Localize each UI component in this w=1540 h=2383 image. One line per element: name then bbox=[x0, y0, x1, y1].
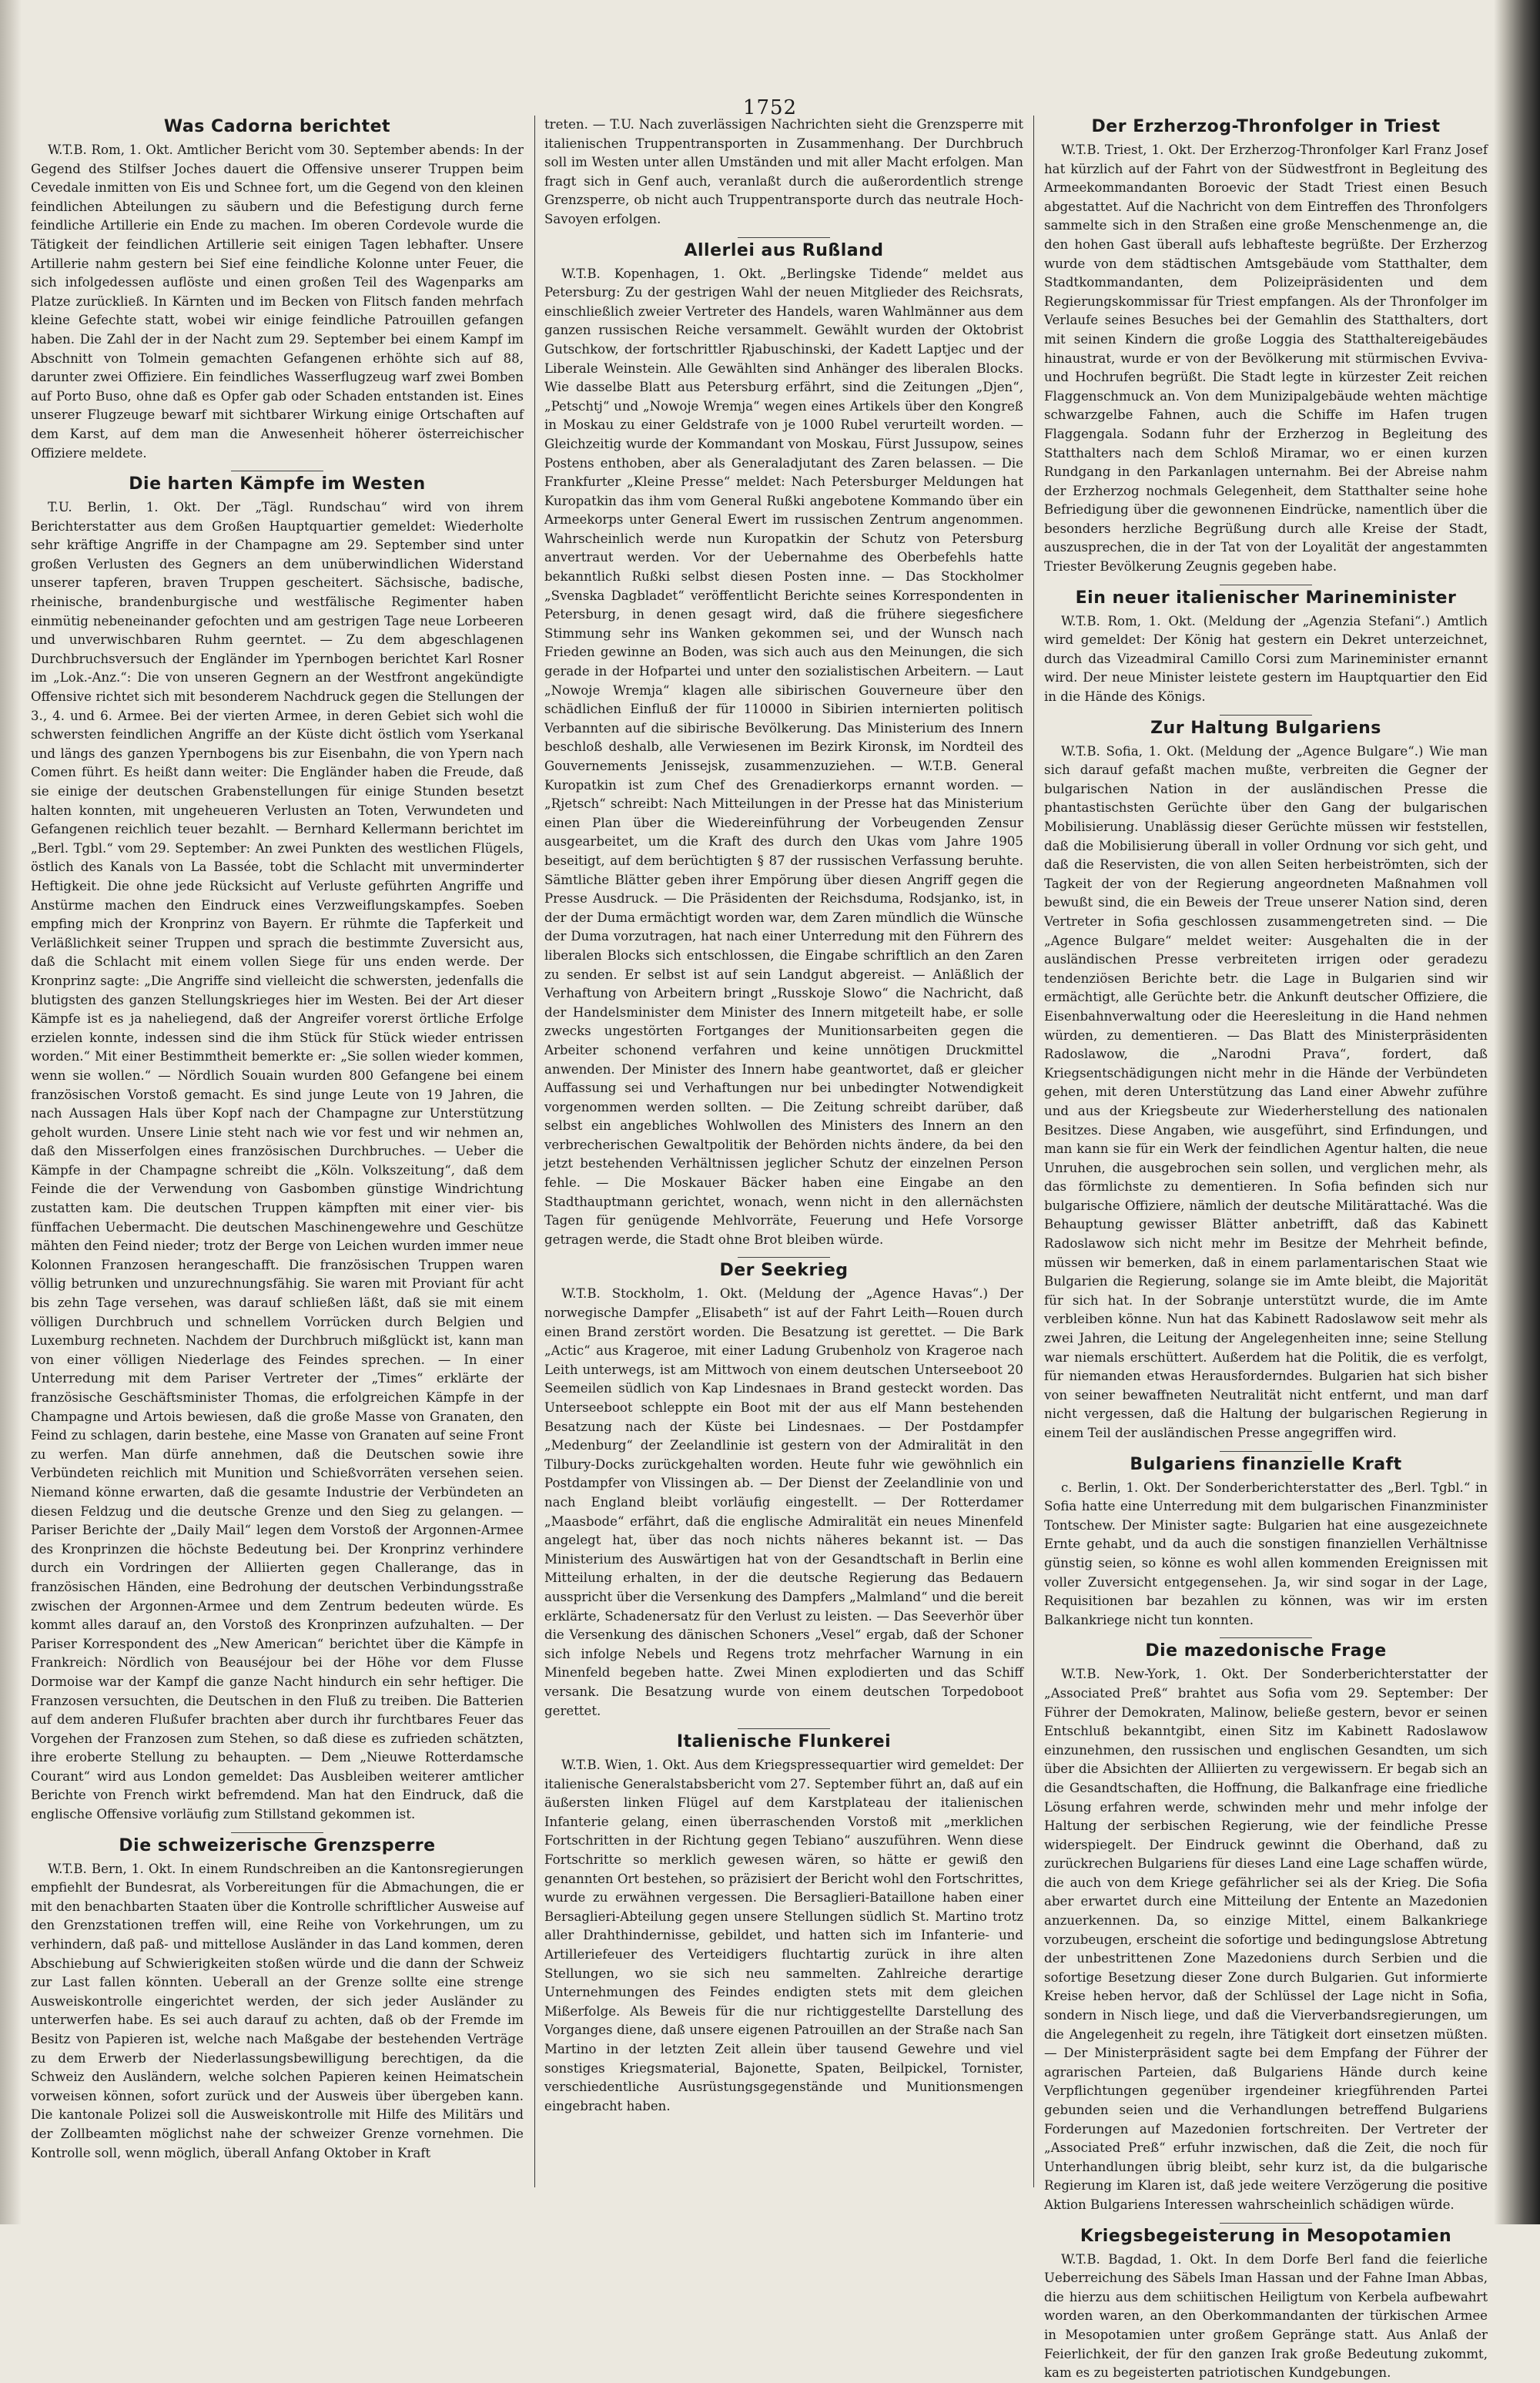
article-headline: Kriegsbegeisterung in Mesopotamien bbox=[1080, 2226, 1452, 2246]
article-headline: Zur Haltung Bulgariens bbox=[1150, 718, 1381, 738]
article-cadorna bbox=[31, 117, 524, 463]
article-flunkerei bbox=[544, 1732, 1023, 2116]
scan-right-edge bbox=[1494, 0, 1540, 2224]
article-headline: Der Seekrieg bbox=[719, 1261, 849, 1281]
article-kaempfe-westen bbox=[31, 474, 524, 1825]
article-headline: Allerlei aus Rußland bbox=[684, 240, 884, 260]
article-body: W.T.B. Kopenhagen, 1. Okt. „Berlingske Tidende“ meldet aus Petersburg: Zu der gestrigen Wahl der neuen Mitglieder des Reichsrats, einschließlich zweier Vertreter des Handels, waren Wahlmänner aus dem ganzen russischen Reiche versammelt. Gewählt wurden der Oktobrist Gutschkow, der fortschrittler Rjabuschinski, der Kadett Laptjec und der Liberale Weinstein. Alle Gewählten sind Anhänger des liberalen Blocks. Wie dasselbe Blatt aus Petersburg erfährt, sind die Zeitungen „Djen“, „Petschtj“ und „Nowoje Wremja“ wegen eines Artikels über den Kongreß in Moskau zu einer Geldstrafe von je 1000 Rubel verurteilt worden. — Gleichzeitig wurde der Kommandant von Moskau, Fürst Jussupow, seines Postens enthoben, aber als Generaladjutant des Zaren belassen. — Die Frankfurter „Kleine Presse“ meldet: Nach Petersburger Meldungen hat Kuropatkin das ihm vom General Rußki angebotene Kommando über ein Armeekorps unter General Ewert im russischen Zentrum angenommen. Wahrscheinlich werde nun Kuropatkin der Schutz von Petersburg anvertraut werden. Vor der Uebernahme des Oberbefehls hatte bekanntlich Rußki selbst diesen Posten inne. — Das Stockholmer „Svenska Dagbladet“ veröffentlicht Berichte seines Korrespondenten in Petersburg, in denen gesagt wird, daß die frühere siegesfichere Stimmung sehr ins Wanken gekommen sei, und der Wunsch nach Frieden gewinne an Boden, was sich auch aus den Meinungen, die sich gerade in der Hofpartei und unter den sozialistischen Arbeitern. — Laut „Nowoje Wremja“ klagen alle sibirischen Gouverneure über den schädlichen Einfluß der für 110000 in Sibirien internierten politisch Verbannten auf die sibirische Bevölkerung. Das Ministerium des Innern beschloß deshalb, alle Verwiesenen im Bezirk Kironsk, im Nordteil des Gouvernements Jenissejsk, zusammenzuziehen. — W.T.B. General Kuropatkin ist zum Chef des Grenadierkorps ernannt worden. — „Rjetsch“ schreibt: Nach Mitteilungen in der Presse hat das Ministerium einen Plan über die Wiedereinführung der Vorbeugenden Zensur ausgearbeitet, um die Kraft des durch den Ukas vom Jahre 1905 beseitigt, auf dem berüchtigten § 87 der russischen Verfassung beruhte. Sämtliche Blätter geben ihrer Empörung über diesen Angriff gegen die Presse Ausdruck. — Die Präsidenten der Reichsduma, Rodsjanko, ist, in der der Duma ermächtigt worden war, dem Zaren mündlich die Wünsche der Duma vorzutragen, hat nach einer Unterredung mit den Führern des liberalen Blocks sich entschlossen, die Eingabe schriftlich an den Zaren zu senden. Er selbst ist auf sein Landgut abgereist. — Anläßlich der Verhaftung von Arbeitern bringt „Russkoje Slowo“ die Nachricht, daß der Handelsminister dem Minister des Innern mitgeteilt habe, er solle zwecks ungestörten Fortganges der Munitionsarbeiten gegen die Arbeiter schonend verfahren und keine unnötigen Druckmittel anwenden. Der Minister des Innern habe geantwortet, daß er gleicher Auffassung sei und Verhaftungen nur bei unbedingter Notwendigkeit vorgenommen werden sollten. — Die Zeitung schreibt darüber, daß selbst ein angebliches Wohlwollen des Ministers des Innern an den verbrecherischen Gewaltpolitik der Behörden nichts ändere, da bei den jetzt bestehenden Verhältnissen jeglicher Schutz der einzelnen Person fehle. — Die Moskauer Bäcker haben eine Eingabe an den Stadthauptmann gerichtet, wonach, wenn nicht in den allernächsten Tagen für genügende Mehlvorräte, Feuerung und Hefe Vorsorge getragen werde, die Stadt ohne Brot bleiben würde. bbox=[544, 266, 1023, 1247]
article-separator bbox=[738, 1257, 830, 1258]
article-haltung-bulgariens bbox=[1044, 719, 1488, 1443]
article-body: W.T.B. Triest, 1. Okt. Der Erzherzog-Thronfolger Karl Franz Josef hat kürzlich auf der Fahrt von der Südwestfront in Begleitung des Armeekommandanten Boroevic der Stadt Triest einen Besuch abgestattet. Auf die Nachricht von dem Eintreffen des Thronfolgers sammelte sich in den Straßen eine große Menschenmenge an, die den hohen Gast überall aufs lebhafteste begrüßte. Der Erzherzog wurde von dem städtischen Amtsgebäude vom Statthalter, dem Stadtkommandanten, dem Polizeipräsidenten und dem Regierungskommissar für Triest empfangen. Als der Thronfolger im Verlaufe seines Besuches bei der Gemahlin des Statthalters, dort mit seinen Kindern die große Loggia des Statthaltereigebäudes hinaustrat, wurde er von der Bevölkerung mit stürmischen Evviva- und Hochrufen begrüßt. Die Stadt legte in kürzester Zeit reichen Flaggenschmuck an. Von dem Munizipalgebäude wehten mächtige schwarzgelbe Fahnen, auch die Schiffe im Hafen trugen Flaggengala. Sodann fuhr der Erzherzog in Begleitung des Statthalters nach dem Schloß Miramar, wo er einen kurzen Rundgang in den Parkanlagen unternahm. Bei der Abreise nahm der Erzherzog nochmals Gelegenheit, dem Statthalter seine hohe Befriedigung über die gewonnenen Eindrücke, namentlich über die besonders herzliche Begrüßung durch alle Kreise der Stadt, auszusprechen, die in der Tat von der Loyalität der angestammten Triester Bevölkerung Zeugnis gegeben habe. bbox=[1044, 142, 1488, 575]
article-body: W.T.B. Rom, 1. Okt. Amtlicher Bericht vom 30. September abends: In der Gegend des Stilfser Joches dauert die Offensive unserer Truppen beim Cevedale inmitten von Eis und Schnee fort, um die Gegend von den kleinen feindlichen Abteilungen zu säubern und die Befestigung durch ferne feindliche Artillerie ein Ende zu machen. Im oberen Cordevole wurde die Tätigkeit der feindlichen Artillerie seit einigen Tagen lebhafter. Unsere Artillerie nahm gestern bei Sief eine feindliche Kolonne unter Feuer, die sich infolgedessen auflöste und einen großen Teil des Wagenparks am Platze zurückließ. In Kärnten und im Becken von Flitsch fanden mehrfach kleine Gefechte statt, wobei wir einige feindliche Patrouillen gefangen haben. Die Zahl der in der Nacht zum 29. September bei einem Kampf im Abschnitt von Tolmein gemachten Gefangenen erhöhte sich auf 88, darunter zwei Offiziere. Ein feindliches Wasserflugzeug warf zwei Bomben auf Porto Buso, ohne daß es Opfer gab oder Schaden entstanden ist. Eines unserer Flugzeuge bewarf mit sichtbarer Wirkung einige Ortschaften auf dem Karst, auf dem man die Anwesenheit höherer österreichischer Offiziere meldete. bbox=[31, 142, 524, 461]
newspaper-page bbox=[31, 73, 1488, 2381]
article-headline: Ein neuer italienischer Marineminister bbox=[1075, 588, 1457, 608]
article-seekrieg bbox=[544, 1261, 1023, 1721]
scan-left-edge bbox=[0, 0, 22, 2224]
article-thronfolger-triest bbox=[1044, 117, 1488, 577]
article-headline: Was Cadorna berichtet bbox=[163, 117, 391, 136]
article-grenzsperre bbox=[31, 1836, 524, 2163]
article-finanzielle-kraft bbox=[1044, 1455, 1488, 1631]
article-body: W.T.B. Rom, 1. Okt. (Meldung der „Agenzia Stefani“.) Amtlich wird gemeldet: Der König hat gestern ein Dekret unterzeichnet, durch das Vizeadmiral Camillo Corsi zum Marineminister ernannt wird. Der neue Minister leistete gestern im Hauptquartier den Eid in die Hände des Königs. bbox=[1044, 613, 1488, 705]
article-body: W.T.B. Wien, 1. Okt. Aus dem Kriegspressequartier wird gemeldet: Der italienische Generalstabsbericht vom 27. September führt an, daß auf ein äußersten linken Flügel auf dem Karstplateau der italienischen Infanterie gelang, einen überraschenden Vorstoß mit „merklichen Fortschritten in der Richtung gegen Tebiano“ auszuführen. Wenn diese Fortschritte so merklich gewesen wären, so hätte er gewiß den genannten Ort bestehen, so präzisiert der Bericht wohl den Fortschrittes, wurde zu erwähnen vergessen. Die Bersaglieri-Bataillone haben einer Bersaglieri-Abteilung gegen unsere Stellungen südlich St. Martino trotz aller Drahthindernisse, gebildet, und hatten sich im Infanterie- und Artilleriefeuer des Verteidigers fluchtartig zurück in ihre alten Stellungen, wo sie sich neu sammelten. Zahlreiche derartige Unternehmungen des Feindes endigten stets mit dem gleichen Mißerfolge. Als Beweis für die nur richtiggestellte Darstellung des Vorganges diene, daß unsere eigenen Patrouillen an der Straße nach San Martino in der letzten Zeit allein über tausend Gewehre und viel sonstiges Kriegsmaterial, Bajonette, Spaten, Beilpickel, Tornister, verschiedentliche Ausrüstungsgegenstände und Munitionsmengen eingebracht haben. bbox=[544, 1758, 1023, 2113]
article-body: T.U. Berlin, 1. Okt. Der „Tägl. Rundschau“ wird von ihrem Berichterstatter aus dem Großen Hauptquartier gemeldet: Wiederholte sehr kräftige Angriffe in der Champagne am 29. September sind unter großen Verlusten des Gegners an dem unüberwindlichen Widerstand unserer tapferen, braven Truppen gescheitert. Sächsische, badische, rheinische, brandenburgische und westfälische Regimenter haben einmütig nebeneinander gefochten und am gestrigen Tage neue Lorbeeren und unverwischbaren Ruhm geerntet. — Zu dem abgeschlagenen Durchbruchsversuch der Engländer im Ypernbogen berichtet Karl Rosner im „Lok.-Anz.“: Die von unseren Gegnern an der Westfront angekündigte Offensive richtet sich mit besonderem Nachdruck gegen die Stellungen der 3., 4. und 6. Armee. Bei der vierten Armee, in deren Gebiet sich wohl die schwersten feindlichen Angriffe an der Küste dicht östlich vom Yserkanal und längs des ganzen Ypernbogens bis zur Eisenbahn, die von Ypern nach Comen führt. Es heißt dann weiter: Die Engländer haben die Freude, daß sie einige der deutschen Grabenstellungen für einige Stunden besetzt halten konnten, mit ungeheueren Verlusten an Toten, Verwundeten und Gefangenen reichlich teuer bezahlt. — Bernhard Kellermann berichtet im „Berl. Tgbl.“ vom 29. September: An zwei Punkten des westlichen Flügels, östlich des Kanals von La Bassée, tobt die Schlacht mit unverminderter Heftigkeit. Die ohne jede Rücksicht auf Verluste geführten Angriffe und Anstürme machen den Eindruck eines Verzweiflungskampfes. Soeben empfing mich der Kronprinz von Bayern. Er rühmte die Tapferkeit und Verläßlichkeit seiner Truppen und sprach die bestimmte Zuversicht aus, daß die Schlacht mit einem vollen Siege für uns enden werde. Der Kronprinz sagte: „Die Angriffe sind vielleicht die schwersten, jedenfalls die blutigsten des ganzen Stellungskrieges hier im Westen. Bei der Art dieser Kämpfe ist es ja naheliegend, daß der Angreifer vorerst örtliche Erfolge erzielen konnte, indessen sind die ihm Stück für Stück wieder entrissen worden.“ Mit einer Bestimmtheit bemerkte er: „Sie sollen wieder kommen, wenn sie wollen.“ — Nördlich Souain wurden 800 Gefangene bei einem französischen Vorstoß gemacht. Es sind junge Leute von 19 Jahren, die nach Aussagen Hals über Kopf nach der Champagne zur Unterstützung geholt wurden. Unsere Linie steht nach wie vor fest und wir nehmen an, daß den Misserfolgen eines französischen Durchbruches. — Ueber die Kämpfe in der Champagne schreibt die „Köln. Volkszeitung“, daß dem Feinde die der Verwendung von Gasbomben günstige Windrichtung zustatten kam. Die deutschen Truppen kämpften mit einer vier- bis fünffachen Uebermacht. Die deutschen Maschinengewehre und Geschütze mähten den Feind nieder; trotz der Berge von Leichen wurden immer neue Kolonnen Franzosen herangeschafft. Die französischen Truppen waren völlig betrunken und unzurechnungsfähig. Sie waren mit Proviant für acht bis zehn Tage versehen, was darauf schließen läßt, daß sie mit einem völligen Durchbruch und schnellem Vorrücken durch Belgien und Luxemburg rechneten. Nachdem der Durchbruch mißglückt ist, kann man von einer völligen Niederlage des Feindes sprechen. — In einer Unterredung mit dem Pariser Vertreter der „Times“ erklärte der französische Geschäftsminister Thomas, die erfolgreichen Kämpfe in der Champagne und Artois bewiesen, daß die große Masse von Granaten, den Feind zu schlagen, darin bestehe, eine Masse von Granaten auf seine Front zu werfen. Man dürfe annehmen, daß die Deutschen sowie ihre Verbündeten reichlich mit Munition und Schießvorräten versehen seien. Niemand könne erwarten, daß die gesamte Industrie der Verbündeten an diesen Feldzug und die deutsche Grenze und den Sieg zu gelangen. — Pariser Berichte der „Daily Mail“ legen dem Vorstoß der Argonnen-Armee des Kronprinzen die höchste Bedeutung bei. Der Kronprinz verhindere durch ein Vordringen der Alliierten gegen Challerange, das in französischen Händen, eine Bedrohung der deutschen Verbindungsstraße zwischen der Argonnen-Armee und dem Zentrum bedeuten würde. Es kommt alles darauf an, den Vorstoß des Kronprinzen aufzuhalten. — Der Pariser Korrespondent des „New American“ berichtet über die Kämpfe in Frankreich: Nördlich von Beauséjour bei der Höhe vor dem Flusse Dormoise war der Kampf die ganze Nacht hindurch ein sehr heftiger. Die Franzosen versuchten, die Deutschen in den Fluß zu treiben. Die Batterien auf dem anderen Flußufer brachten aber durch ihr furchtbares Feuer das Vorgehen der Franzosen zum Stehen, so daß diese es zufrieden schätzten, ihre eroberte Stellung zu behaupten. — Dem „Nieuwe Rotterdamsche Courant“ wird aus London gemeldet: Das Ausbleiben weiterer amtlicher Berichte von French wirkt befremdend. Man hat den Eindruck, daß die englische Offensive vorläufig zum Stillstand gekommen ist. bbox=[31, 500, 524, 1822]
article-russland bbox=[544, 241, 1023, 1250]
article-mesopotamien bbox=[1044, 2227, 1488, 2383]
article-separator bbox=[1220, 1451, 1312, 1452]
article-headline: Die harten Kämpfe im Westen bbox=[129, 474, 426, 494]
article-marineminister bbox=[1044, 588, 1488, 707]
article-separator bbox=[738, 237, 830, 238]
article-headline: Bulgariens finanzielle Kraft bbox=[1130, 1454, 1402, 1474]
column-rule bbox=[534, 116, 535, 2187]
article-mazedonische-frage bbox=[1044, 1641, 1488, 2214]
column-left bbox=[31, 116, 524, 2210]
page-number: 1752 bbox=[742, 96, 798, 119]
article-separator bbox=[231, 1832, 323, 1833]
column-rule bbox=[1033, 116, 1034, 2187]
article-headline: Der Erzherzog-Thronfolger in Triest bbox=[1091, 117, 1441, 136]
article-headline: Die schweizerische Grenzsperre bbox=[119, 1835, 436, 1855]
article-body: W.T.B. New-York, 1. Okt. Der Sonderberichterstatter der „Associated Preß“ brahtet aus Sofia vom 29. September: Der Führer der Demokraten, Malinow, beließe gestern, bevor er seinen Entschluß bekanntgibt, einen Sitz im Kabinett Radoslawow einzunehmen, den russischen und englischen Gesandten, um sich über die Absichten der Alliierten zu vergewissern. Er begab sich an die Gesandtschaften, die Hoffnung, die Balkanfrage eine friedliche Lösung erfahren werde, schwinden mehr und mehr infolge der Haltung der serbischen Regierung, wie der feindliche Presse widerspiegelt. Der Eindruck gewinnt die Oberhand, daß zu zurückrechen Bulgariens für dieses Land eine Lage schaffen würde, die auch von dem Kriege gefährlicher sei als der Krieg. Die Sofia aber erwartet durch eine Mitteilung der Entente an Mazedonien anzuerkennen. Da, so einzige Mittel, einem Balkankriege vorzubeugen, erscheint die sofortige und bedingungslose Abtretung der unbestrittenen Zone Mazedoniens durch Serbien und die sofortige Besetzung dieser Zone durch Bulgarien. Gut informierte Kreise heben hervor, daß der Schlüssel der Lage nicht in Sofia, sondern in Nisch liege, und daß die Vierverbandsregierungen, um die Angelegenheit zu regeln, ihre Tätigkeit dort einsetzen müßten. — Der Ministerpräsident sagte bei dem Empfang der Führer der agrarischen Parteien, daß Bulgariens Hände durch keine Verpflichtungen gegenüber irgendeiner kriegführenden Partei gebunden seien und die Verhandlungen betreffend Bulgariens Forderungen auf Mazedonien fortschreiten. Der Vertreter der „Associated Preß“ erfuhr inzwischen, daß die Zeit, die noch für Unterhandlungen übrig bleibt, sehr kurz ist, da die bulgarische Regierung im Klaren ist, daß jede weitere Verzögerung die positive Aktion Bulgariens Interessen wahrscheinlich schädigen würde. bbox=[1044, 1667, 1488, 2212]
article-body: W.T.B. Stockholm, 1. Okt. (Meldung der „Agence Havas“.) Der norwegische Dampfer „Elisabeth“ ist auf der Fahrt Leith—Rouen durch einen Brand zerstört worden. Die Besatzung ist gerettet. — Die Bark „Actic“ aus Krageroe, mit einer Ladung Grubenholz von Krageroe nach Leith unterwegs, ist am Mittwoch von einem deutschen Unterseeboot 20 Seemeilen südlich von Kap Lindesnaes in Brand gesteckt worden. Das Unterseeboot schleppte ein Boot mit der aus elf Mann bestehenden Besatzung nach der Küste bei Lindesnaes. — Der Postdampfer „Medenburg“ der Zeelandlinie ist gestern von der Admiralität in den Tilbury-Docks zurückgehalten worden. Heute fuhr wie gewöhnlich ein Postdampfer von Vlissingen ab. — Der Dienst der Zeelandlinie von und nach England bleibt vorläufig eingestellt. — Der Rotterdamer „Maasbode“ erfährt, daß die englische Admiralität ein neues Minenfeld angelegt hat, über das noch nichts näheres bekannt ist. — Das Ministerium des Auswärtigen hat von der Gesandtschaft in Berlin eine Mitteilung erhalten, in der die deutsche Regierung das Bedauern ausspricht über die Versenkung des Dampfers „Malmland“ und die bereit erklärte, Schadenersatz für den Verlust zu leisten. — Das Seeverhör über die Versenkung des dänischen Schoners „Vesel“ ergab, daß der Schoner sich infolge Nebels und Regens trotz mehrfacher Warnung in ein Minenfeld begeben hatte. Zwei Minen explodierten und das Schiff versank. Die Besatzung wurde von einem deutschen Torpedoboot gerettet. bbox=[544, 1286, 1023, 1718]
article-headline: Die mazedonische Frage bbox=[1145, 1641, 1387, 1661]
article-separator bbox=[1220, 715, 1312, 716]
article-headline: Italienische Flunkerei bbox=[676, 1732, 892, 1752]
article-body: W.T.B. Bern, 1. Okt. In einem Rundschreiben an die Kantonsregierungen empfiehlt der Bundesrat, als Vorbereitungen für die Abmachungen, die er mit den benachbarten Staaten über die Kontrolle schriftlicher Ausweise auf den Grenzstationen treffen will, eine Reihe von Vorkehrungen, um zu verhindern, daß paß- und mittellose Ausländer in das Land kommen, deren Abschiebung auf Schwierigkeiten stoßen würde und die dann der Schweiz zur Last fallen könnten. Ueberall an der Grenze sollte eine strenge Ausweiskontrolle eingerichtet werden, der sich jeder Ausländer zu unterwerfen habe. Es sei auch darauf zu achten, daß ob der Fremde im Besitz von Papieren ist, welche nach Maßgabe der bestehenden Verträge zu dem Erwerb der Niederlassungsbewilligung berechtigen, da die Schweiz den Ausländern, welche solchen Papieren keinen Heimatschein vorweisen können, sofort zurück und der Ausweis über übergeben kann. Die kantonale Polizei soll die Ausweiskontrolle mit Hilfe des Militärs und der Zollbeamten möglichst nahe der schweizer Grenze vornehmen. Die Kontrolle soll, wenn möglich, überall Anfang Oktober in Kraft bbox=[31, 1861, 524, 2160]
article-separator bbox=[1220, 2223, 1312, 2224]
article-body: c. Berlin, 1. Okt. Der Sonderberichterstatter des „Berl. Tgbl.“ in Sofia hatte eine Unterredung mit dem bulgarischen Finanzminister Tontschew. Der Minister sagte: Bulgarien hat eine ausgezeichnete Ernte gehabt, und da auch die sonstigen finanziellen Verhältnisse günstig seien, so könne es wohl allen kommenden Ereignissen mit voller Zuversicht entgegensehen. Ja, wir sind sogar in der Lage, Requisitionen bar bezahlen zu können, was wir im ersten Balkankriege nicht tun konnten. bbox=[1044, 1480, 1488, 1627]
article-separator bbox=[1220, 1637, 1312, 1638]
continued-text: treten. — T.U. Nach zuverlässigen Nachrichten sieht die Grenzsperre mit italienischen Truppentransporten in Zusammenhang. Der Durchbruch soll im Westen unter allen Umständen und mit aller Macht erfolgen. Man fragt sich in Genf auch, veranlaßt durch die außerordentlich strenge Grenzsperre, ob nicht auch Truppentransporte durch das neutrale Hoch-Savoyen erfolgen. bbox=[544, 117, 1023, 226]
column-middle bbox=[544, 116, 1023, 2210]
column-right bbox=[1044, 116, 1488, 2381]
article-body: W.T.B. Bagdad, 1. Okt. In dem Dorfe Berl fand die feierliche Ueberreichung des Säbels Iman Hassan und der Fahne Iman Abbas, die hierzu aus dem schiitischen Heiligtum von Kerbela aufbewahrt worden waren, an den Oberkommandanten der türkischen Armee in Mesopotamien unter großem Gepränge statt. Aus Anlaß der Feierlichkeit, der für den ganzen Irak große Bedeutung zukommt, kam es zu begeisterten patriotischen Kundgebungen. bbox=[1044, 2251, 1488, 2381]
article-body: W.T.B. Sofia, 1. Okt. (Meldung der „Agence Bulgare“.) Wie man sich darauf gefaßt machen mußte, verbreiten die Gegner der bulgarischen Nation in der ausländischen Presse die phantastischsten Gerüchte über den Gang der bulgarischen Mobilisierung. Unablässig dieser Gerüchte müssen wir feststellen, daß die Mobilisierung überall in voller Ordnung vor sich geht, und daß die Reservisten, die von allen Seiten herbeiströmten, sich der Tagkeit der von der Regierung angeordneten Maßnahmen voll bewußt sind, die ein Beweis der Treue unserer Nation sind, deren Vertreter in Sofia geschlossen zusammengetreten sind. — Die „Agence Bulgare“ meldet weiter: Ausgehalten die in der ausländischen Presse verbreiteten irrigen oder geradezu tendenziösen Berichte betr. die Lage in Bulgarien sind wir ermächtigt, alle Gerüchte betr. die Ankunft deutscher Offiziere, die Eisenbahnverwaltung oder die Heeresleitung in die Hand nehmen würden, zu dementieren. — Das Blatt des Ministerpräsidenten Radoslawow, die „Narodni Prava“, fordert, daß Kriegsentschädigungen nicht mehr in die Hände der Verbündeten gehen, mit deren Unterstützung das Land einer Abwehr zuführe und aus der Kriegsbeute zur Wiederherstellung des nationalen Besitzes. Diese Angaben, wie ausgeführt, sind Erfindungen, und man kann sie für ein Werk der feindlichen Agentur halten, die neue Unruhen, die ausgebrochen sein sollen, und verglichen mehr, als das förmlichste zu dementieren. In Sofia befinden sich nur bulgarische Offiziere, nämlich der deutsche Militärattaché. Was die Behauptung gewisser Blätter anbetrifft, daß das Kabinett Radoslawow sich nicht mehr im Besitze der Mehrheit befinde, müssen wir bemerken, daß in einem parlamentarischen Staat wie Bulgarien die Regierung, solange sie im Amte bleibt, die Majorität für sich hat. In der Sobranje unterstützt wurde, die im Amte verbleiben könne. Nun hat das Kabinett Radoslawow seit mehr als zwei Jahren, die Leitung der Angelegenheiten inne; seine Stellung war niemals erschüttert. Außerdem hat die Politik, die es verfolgt, für niemanden etwas Herausforderndes. Bulgarien hat sich bisher von seiner bewaffneten Neutralität nicht entfernt, und man darf nicht vergessen, daß die Haltung der bulgarischen Regierung in einem Teil der ausländischen Presse angegriffen wird. bbox=[1044, 743, 1488, 1440]
article-separator bbox=[738, 1728, 830, 1729]
